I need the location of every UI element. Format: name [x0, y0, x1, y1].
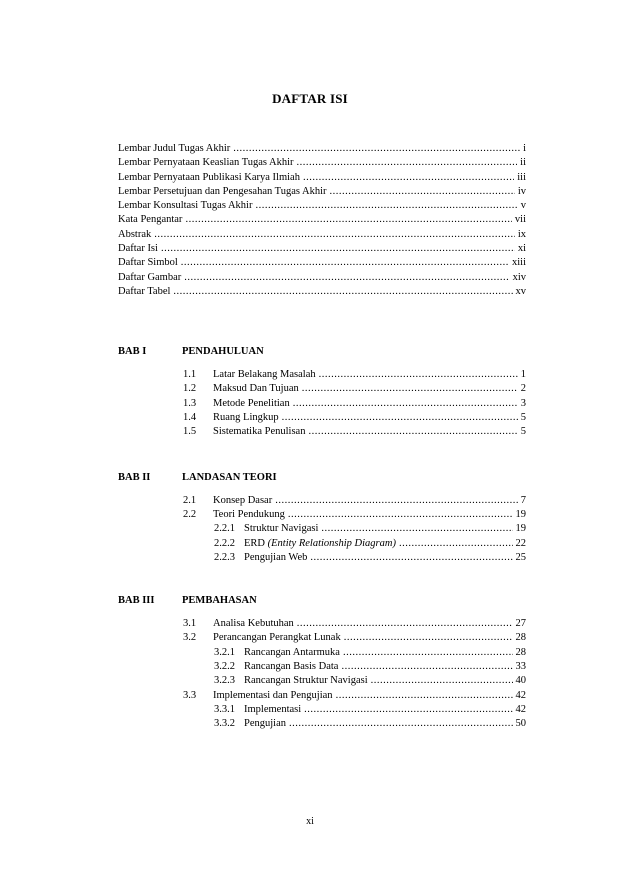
- leader-dots: [161, 242, 515, 256]
- leader-dots: [371, 674, 513, 688]
- entry-label: Metode Penelitian: [213, 398, 290, 409]
- entry-label: Lembar Pernyataan Publikasi Karya Ilmiah: [118, 172, 300, 183]
- section-number: 3.3: [183, 690, 197, 701]
- chapter-title: LANDASAN TEORI: [182, 472, 277, 483]
- toc-entry: [118, 185, 526, 199]
- toc-entry: [214, 674, 526, 688]
- entry-label: Lembar Persetujuan dan Pengesahan Tugas Akhir: [118, 186, 327, 197]
- entry-page: 22: [515, 538, 526, 549]
- toc-entry: [118, 213, 526, 227]
- entry-label: Daftar Isi: [118, 243, 158, 254]
- entry-page: 1: [520, 369, 526, 380]
- leader-dots: [303, 171, 514, 185]
- entry-page: 28: [515, 647, 526, 658]
- entry-label: Lembar Pernyataan Keaslian Tugas Akhir: [118, 157, 294, 168]
- entry-page: 42: [515, 690, 526, 701]
- toc-entry: [214, 522, 526, 536]
- leader-dots: [330, 185, 515, 199]
- chapter-code: BAB I: [118, 346, 147, 357]
- leader-dots: [154, 228, 515, 242]
- entry-label: Sistematika Penulisan: [213, 426, 306, 437]
- leader-dots: [275, 494, 518, 508]
- chapter-heading: [118, 471, 277, 485]
- leader-dots: [181, 256, 509, 270]
- entry-page: v: [520, 200, 526, 211]
- entry-page: 42: [515, 704, 526, 715]
- leader-dots: [319, 368, 518, 382]
- toc-entry: [183, 368, 526, 382]
- entry-page: 5: [520, 426, 526, 437]
- entry-label: Pengujian: [244, 718, 286, 729]
- toc-entry: [118, 271, 526, 285]
- leader-dots: [336, 689, 513, 703]
- entry-label-italic: (Entity Relationship Diagram): [267, 538, 396, 549]
- section-number: 1.3: [183, 398, 197, 409]
- section-number: 3.3.2: [214, 718, 235, 729]
- page-title: DAFTAR ISI: [272, 91, 348, 106]
- leader-dots: [184, 271, 509, 285]
- entry-label: Kata Pengantar: [118, 214, 183, 225]
- entry-page: 19: [515, 509, 526, 520]
- entry-label: Latar Belakang Masalah: [213, 369, 316, 380]
- leader-dots: [233, 142, 520, 156]
- leader-dots: [310, 551, 512, 565]
- toc-entry: [214, 717, 526, 731]
- section-number: 3.2.2: [214, 661, 235, 672]
- leader-dots: [255, 199, 517, 213]
- leader-dots: [185, 213, 511, 227]
- entry-page: iii: [517, 172, 526, 183]
- entry-label: Maksud Dan Tujuan: [213, 383, 299, 394]
- section-number: 2.1: [183, 495, 197, 506]
- toc-entry: [214, 703, 526, 717]
- entry-page: vii: [514, 214, 526, 225]
- toc-entry: [183, 689, 526, 703]
- entry-label: Lembar Konsultasi Tugas Akhir: [118, 200, 253, 211]
- entry-page: xi: [517, 243, 526, 254]
- entry-label: Implementasi dan Pengujian: [213, 690, 333, 701]
- section-number: 2.2: [183, 509, 197, 520]
- leader-dots: [173, 285, 512, 299]
- leader-dots: [344, 631, 513, 645]
- section-number: 3.2.3: [214, 675, 235, 686]
- leader-dots: [297, 617, 513, 631]
- entry-page: 3: [520, 398, 526, 409]
- entry-label: Daftar Gambar: [118, 272, 182, 283]
- toc-entry: [183, 382, 526, 396]
- entry-label: Ruang Lingkup: [213, 412, 279, 423]
- entry-page: xv: [515, 286, 526, 297]
- entry-label: Daftar Simbol: [118, 257, 178, 268]
- entry-page: ix: [517, 229, 526, 240]
- section-number: 3.2.1: [214, 647, 235, 658]
- leader-dots: [302, 382, 518, 396]
- section-number: 1.5: [183, 426, 197, 437]
- entry-page: 50: [515, 718, 526, 729]
- section-number: 3.2: [183, 632, 197, 643]
- entry-page: xiv: [512, 272, 526, 283]
- section-number: 1.1: [183, 369, 197, 380]
- chapter-heading: [118, 594, 257, 608]
- toc-entry: [118, 256, 526, 270]
- toc-entry: [118, 285, 526, 299]
- leader-dots: [399, 537, 513, 551]
- entry-label: Struktur Navigasi: [244, 523, 319, 534]
- entry-label-text: ERD: [244, 538, 265, 549]
- chapter-title: PEMBAHASAN: [182, 595, 257, 606]
- leader-dots: [321, 522, 512, 536]
- entry-label: Analisa Kebutuhan: [213, 618, 294, 629]
- section-number: 1.4: [183, 412, 197, 423]
- entry-label: Rancangan Struktur Navigasi: [244, 675, 368, 686]
- entry-page: ii: [520, 157, 526, 168]
- toc-entry: [118, 242, 526, 256]
- section-number: 2.2.1: [214, 523, 235, 534]
- toc-entry: [183, 508, 526, 522]
- section-number: 1.2: [183, 383, 197, 394]
- entry-label: Implementasi: [244, 704, 302, 715]
- section-number: 2.2.2: [214, 538, 235, 549]
- entry-page: 7: [520, 495, 526, 506]
- toc-entry: [183, 425, 526, 439]
- chapter-code: BAB II: [118, 472, 151, 483]
- leader-dots: [293, 397, 518, 411]
- toc-entry: [118, 171, 526, 185]
- entry-page: xiii: [511, 257, 526, 268]
- entry-page: 28: [515, 632, 526, 643]
- leader-dots: [343, 646, 513, 660]
- entry-page: 19: [515, 523, 526, 534]
- entry-page: i: [523, 143, 526, 154]
- entry-label: Pengujian Web: [244, 552, 308, 563]
- entry-label: Teori Pendukung: [213, 509, 285, 520]
- leader-dots: [289, 717, 513, 731]
- chapter-heading: [118, 345, 264, 359]
- entry-label: Konsep Dasar: [213, 495, 273, 506]
- leader-dots: [288, 508, 513, 522]
- toc-entry: [214, 551, 526, 565]
- entry-page: 5: [520, 412, 526, 423]
- toc-entry: [214, 646, 526, 660]
- toc-entry: [183, 494, 526, 508]
- entry-label: Abstrak: [118, 229, 152, 240]
- toc-entry: [118, 142, 526, 156]
- leader-dots: [304, 703, 512, 717]
- leader-dots: [341, 660, 512, 674]
- toc-entry: [183, 631, 526, 645]
- leader-dots: [282, 411, 518, 425]
- entry-label: Lembar Judul Tugas Akhir: [118, 143, 231, 154]
- section-number: 3.3.1: [214, 704, 235, 715]
- entry-label: [244, 537, 396, 551]
- leader-dots: [308, 425, 517, 439]
- entry-page: 25: [515, 552, 526, 563]
- section-number: 2.2.3: [214, 552, 235, 563]
- toc-entry: [183, 397, 526, 411]
- entry-page: 2: [520, 383, 526, 394]
- entry-page: iv: [517, 186, 526, 197]
- toc-entry: [118, 199, 526, 213]
- leader-dots: [297, 156, 518, 170]
- entry-label: Rancangan Basis Data: [244, 661, 339, 672]
- toc-entry: [214, 537, 526, 551]
- entry-page: 40: [515, 675, 526, 686]
- chapter-title: PENDAHULUAN: [182, 346, 264, 357]
- entry-label: Perancangan Perangkat Lunak: [213, 632, 341, 643]
- section-number: 3.1: [183, 618, 197, 629]
- page-number: xi: [306, 816, 314, 827]
- entry-page: 27: [515, 618, 526, 629]
- chapter-code: BAB III: [118, 595, 155, 606]
- entry-label: Daftar Tabel: [118, 286, 171, 297]
- toc-entry: [118, 228, 526, 242]
- toc-entry: [183, 411, 526, 425]
- entry-page: 33: [515, 661, 526, 672]
- entry-label: Rancangan Antarmuka: [244, 647, 340, 658]
- toc-entry: [118, 156, 526, 170]
- toc-entry: [214, 660, 526, 674]
- toc-entry: [183, 617, 526, 631]
